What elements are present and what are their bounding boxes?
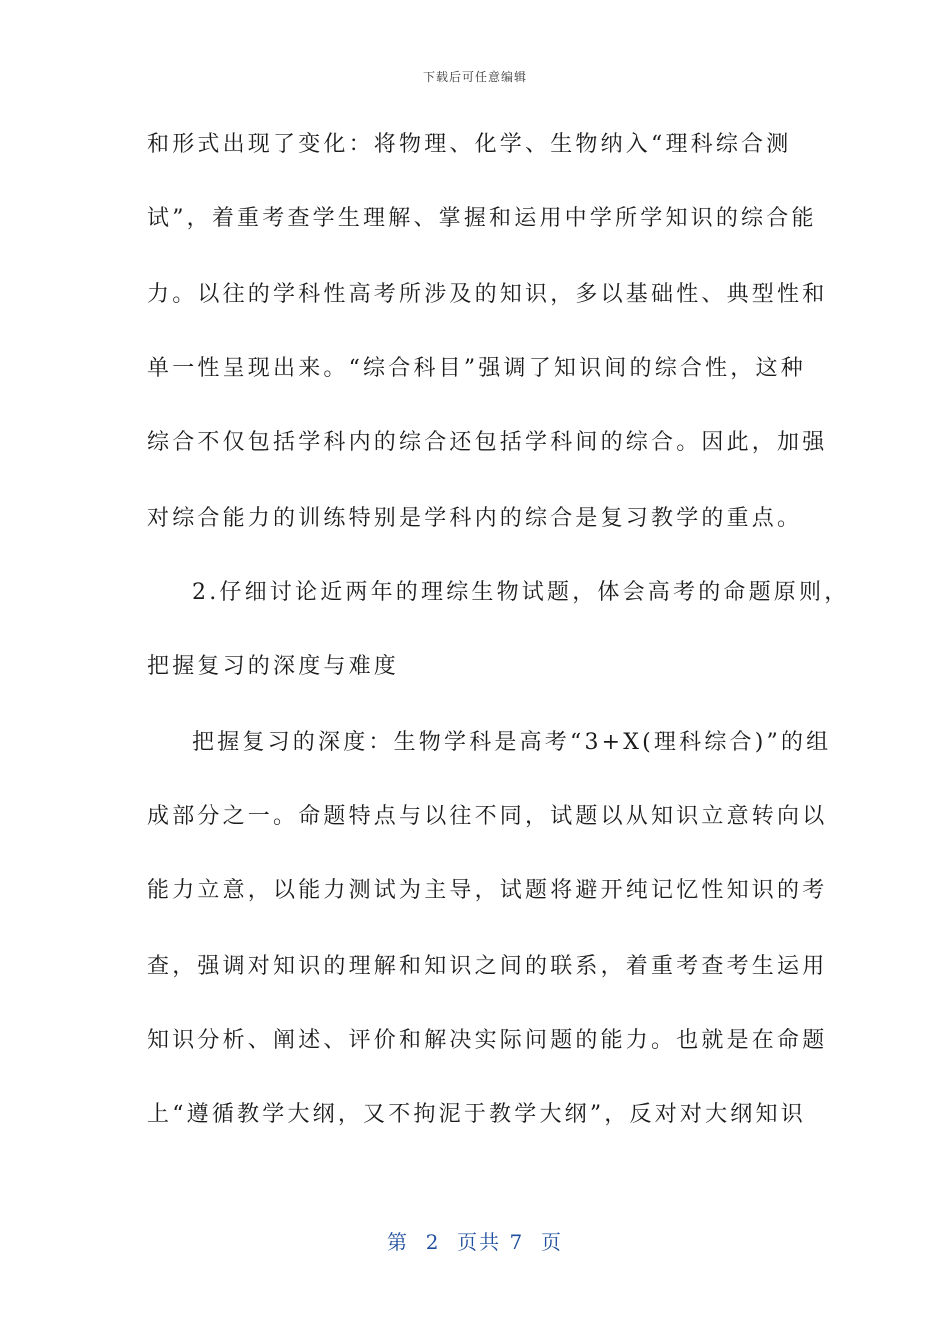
body-line: 知识分析、阐述、评价和解决实际问题的能力。也就是在命题 <box>147 1028 828 1053</box>
page-header: 下载后可任意编辑 <box>422 70 527 84</box>
body-line: 试”，着重考查学生理解、掌握和运用中学所学知识的综合能 <box>147 206 817 231</box>
body-line: 把握复习的深度与难度 <box>147 654 400 679</box>
page-footer: 第 2 页共 7 页 <box>387 1230 563 1254</box>
body-line: 成部分之一。命题特点与以往不同，试题以从知识立意转向以 <box>147 804 828 829</box>
body-line: 把握复习的深度：生物学科是高考“3+X(理科综合)”的组 <box>192 730 832 755</box>
body-line: 查，强调对知识的理解和知识之间的联系，着重考查考生运用 <box>147 954 828 979</box>
body-line: 和形式出现了变化：将物理、化学、生物纳入“理科综合测 <box>147 132 792 157</box>
body-line: 综合不仅包括学科内的综合还包括学科间的综合。因此，加强 <box>147 430 828 455</box>
body-line: 单一性呈现出来。“综合科目”强调了知识间的综合性，这种 <box>147 356 806 381</box>
body-line: 能力立意，以能力测试为主导，试题将避开纯记忆性知识的考 <box>147 878 828 903</box>
body-line: 2.仔细讨论近两年的理综生物试题，体会高考的命题原则， <box>192 580 850 605</box>
body-line: 力。以往的学科性高考所涉及的知识，多以基础性、典型性和 <box>147 282 828 307</box>
body-line: 上“遵循教学大纲，又不拘泥于教学大纲”，反对对大纲知识 <box>147 1102 806 1127</box>
body-line: 对综合能力的训练特别是学科内的综合是复习教学的重点。 <box>147 506 803 531</box>
